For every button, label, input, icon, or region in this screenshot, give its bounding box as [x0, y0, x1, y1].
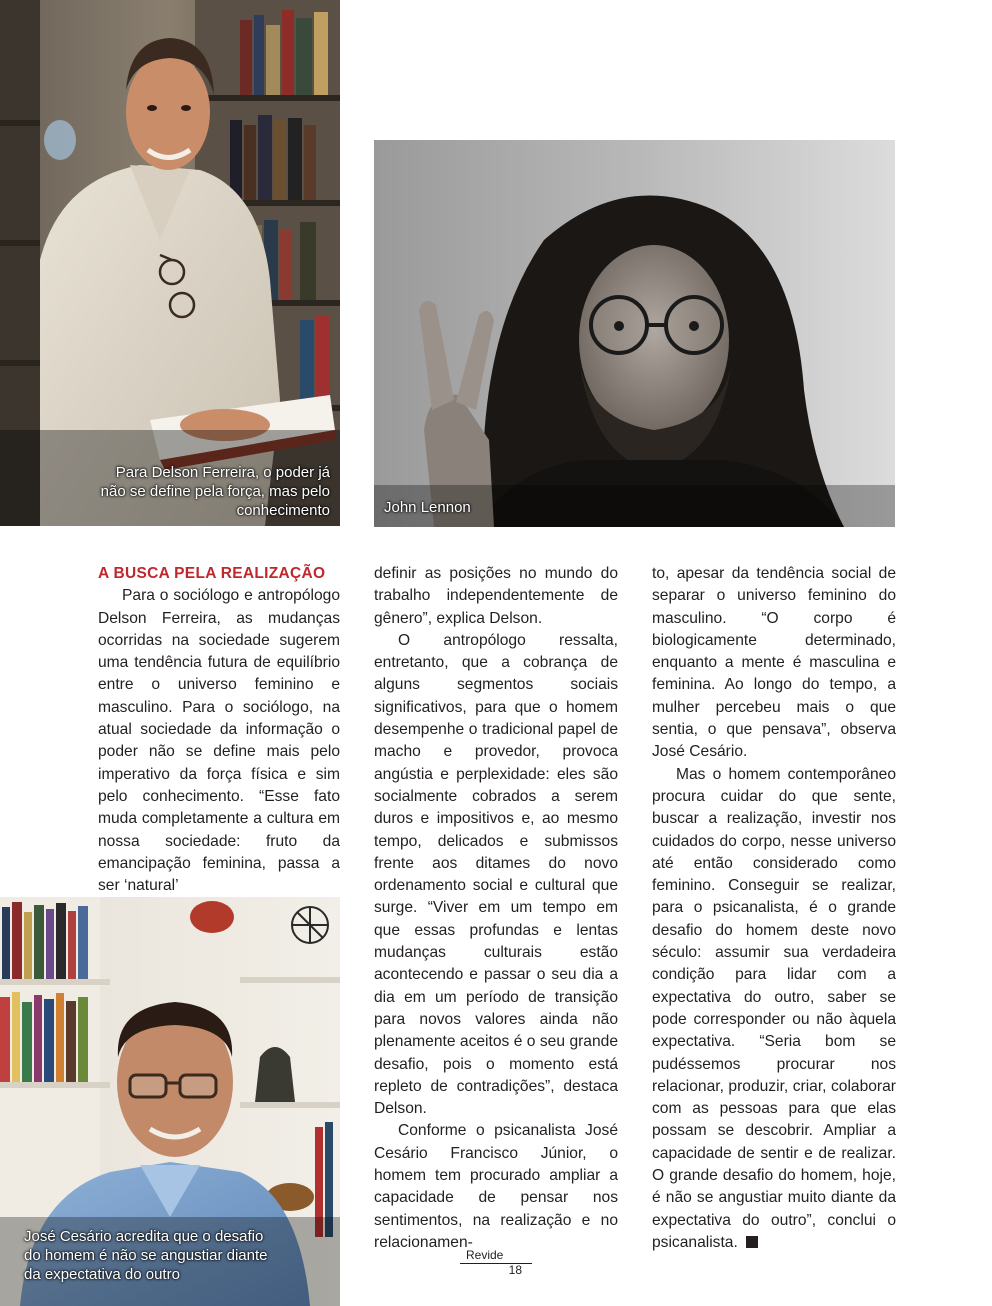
article-heading: A BUSCA PELA REALIZAÇÃO: [98, 565, 326, 582]
page-footer: [460, 1248, 532, 1277]
paragraph: Mas o homem contemporâneo procura cuidar do que sente, buscar a realização, investir nos cuidados do corpo, nesse universo até então considerado como feminino. Conseguir se realizar, para o psicanalista, é o grande desafio do homem deste novo século: assumir sua verdadeira condição para lidar com a expectativa do outro, saber se pode corresponder ou não àquela expectativa. “Seria bom se pudéssemos procurar nos relacionar, produzir, criar, colaborar com as pessoas para que elas possam se descobrir. Ampliar a capacidade de sentir e de realizar. O grande desafio do homem, hoje, é não se angustiar muito diante da expectativa do outro”, conclui o psicanalista.: [652, 765, 896, 1251]
delson-photo-caption: Para Delson Ferreira, o poder já não se define pela força, mas pelo conhecimento: [100, 464, 330, 519]
paragraph: Para o sociólogo e antropólogo Delson Ferreira, as mudanças ocorridas na sociedade sugerem uma tendência futura de equilíbrio entre o universo feminino e masculino. Para o sociólogo, na atual sociedade da informação o poder não se define mais pelo imperativo da força física e sim pelo conhecimento. “Esse fato muda completamente a cultura em nossa sociedade: fruto da emancipação feminina, passa a ser ‘natural’: [98, 587, 340, 895]
paragraph: to, apesar da tendência social de separar o universo feminino do masculino. “O corpo é biologicamente determinado, enquanto a mente é masculina e feminina. Ao longo do tempo, a mulher percebeu mais o que sentia, o que pensava”, observa José Cesário.: [652, 565, 896, 761]
article-column-3: [652, 563, 896, 1254]
paragraph: O antropólogo ressalta, entretanto, que a cobrança de alguns segmentos sociais significativos, para que o homem desempenhe o tradicional papel de macho e provedor, provoca angústia e perplexidade: eles são socialmente cobrados a serem duros e impositivos e, ao mesmo tempo, delicados e submissos frente aos ditames do novo ordenamento social e cultural que surge. “Viver em um tempo em que essas profundas e lentas mudanças culturais estão acontecendo e passar o seu dia a dia em um período de transição para novos valores ainda não plenamente aceitos é o seu grande desafio, pois o momento está repleto de contradições”, destaca Delson.: [374, 631, 618, 1118]
magazine-name: Revide: [460, 1248, 532, 1264]
photo-delson-ferreira: [0, 0, 340, 526]
page-number: 18: [508, 1263, 522, 1277]
cesario-photo-caption: José Cesário acredita que o desafio do homem é não se angustiar diante da expectativa do outro: [24, 1228, 268, 1283]
paragraph: definir as posições no mundo do trabalho independentemente de gênero”, explica Delson.: [374, 565, 618, 627]
john-lennon-peace-sign-icon: [374, 140, 895, 527]
photo-john-lennon: [374, 140, 895, 527]
article-column-2: [374, 563, 618, 1254]
paragraph: Conforme o psicanalista José Cesário Francisco Júnior, o homem tem procurado ampliar a capacidade de pensar nos sentimentos, na realização e no relacionamen-: [374, 1122, 618, 1251]
lennon-photo-caption: John Lennon: [384, 499, 471, 516]
article-column-1: [98, 563, 340, 897]
man-in-library-icon: [0, 0, 340, 526]
end-of-article-square-icon: [746, 1236, 758, 1248]
